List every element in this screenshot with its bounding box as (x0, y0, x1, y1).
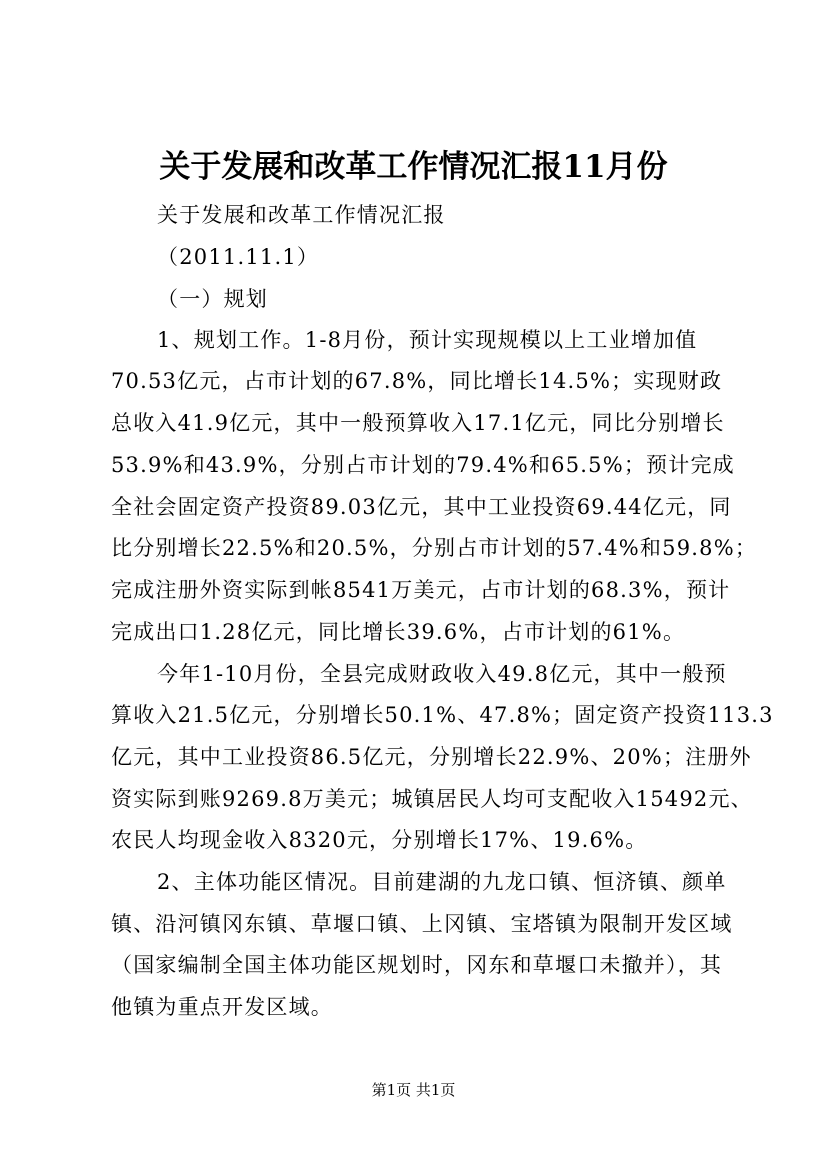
paragraph-line: 完成注册外资实际到帐8541万美元，占市计划的68.3%，预计 (111, 578, 731, 602)
paragraph-line: 2、主体功能区情况。目前建湖的九龙口镇、恒济镇、颜单 (157, 870, 727, 894)
paragraph-line: 53.9%和43.9%，分别占市计划的79.4%和65.5%；预计完成 (111, 453, 735, 477)
paragraph-line: 镇、沿河镇冈东镇、草堰口镇、上冈镇、宝塔镇为限制开发区域 (111, 912, 733, 936)
page-footer: 第1页 共1页 (371, 1081, 456, 1099)
subtitle-line: 关于发展和改革工作情况汇报 (157, 203, 446, 227)
paragraph-line: 完成出口1.28亿元，同比增长39.6%，占市计划的61%。 (111, 620, 686, 644)
paragraph-line: （国家编制全国主体功能区规划时，冈东和草堰口未撤并），其 (111, 953, 723, 977)
paragraph-line: 算收入21.5亿元，分别增长50.1%、47.8%；固定资产投资113.3 (111, 703, 774, 727)
paragraph-line: 70.53亿元，占市计划的67.8%，同比增长14.5%；实现财政 (111, 369, 723, 393)
section-heading: （一）规划 (157, 287, 268, 311)
paragraph-line: 全社会固定资产投资89.03亿元，其中工业投资69.44亿元，同 (111, 495, 732, 519)
date-line: （2011.11.1） (157, 245, 320, 269)
paragraph-line: 资实际到账9269.8万美元；城镇居民人均可支配收入15492元、 (111, 787, 753, 811)
paragraph-line: 今年1-10月份，全县完成财政收入49.8亿元，其中一般预 (157, 662, 727, 686)
paragraph-line: 1、规划工作。1-8月份，预计实现规模以上工业增加值 (157, 328, 698, 352)
paragraph-line: 总收入41.9亿元，其中一般预算收入17.1亿元，同比分别增长 (111, 411, 725, 435)
paragraph-line: 比分别增长22.5%和20.5%，分别占市计划的57.4%和59.8%； (111, 536, 758, 560)
paragraph-line: 他镇为重点开发区域。 (111, 995, 333, 1019)
paragraph-line: 农民人均现金收入8320元，分别增长17%、19.6%。 (111, 828, 648, 852)
document-title: 关于发展和改革工作情况汇报11月份 (159, 149, 668, 185)
paragraph-line: 亿元，其中工业投资86.5亿元，分别增长22.9%、20%；注册外 (111, 745, 752, 769)
